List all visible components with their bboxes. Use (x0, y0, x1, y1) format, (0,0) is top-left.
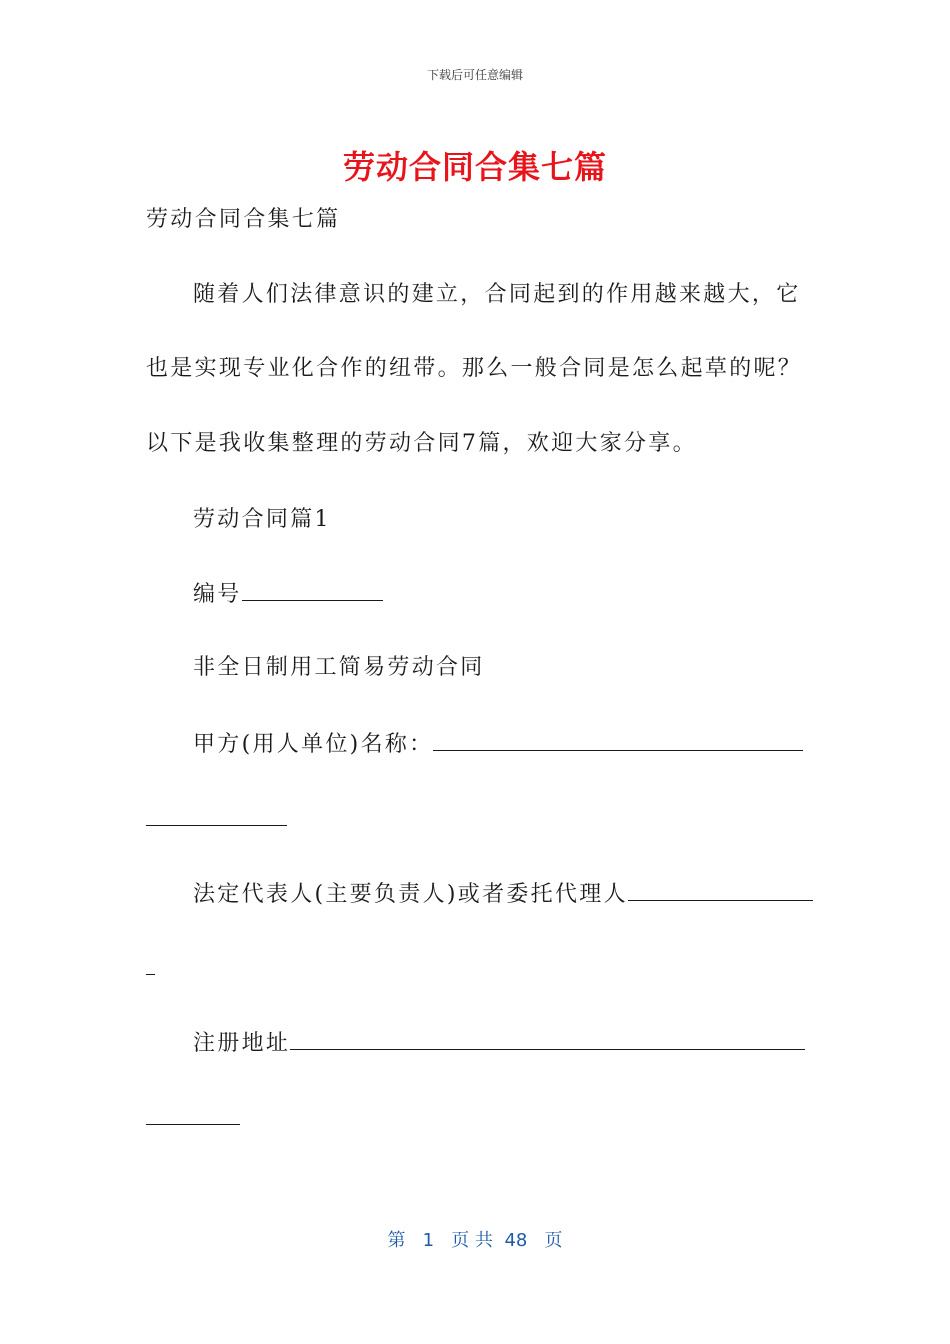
page-header-note: 下载后可任意编辑 (426, 68, 523, 82)
subtitle: 劳动合同合集七篇 (146, 207, 341, 232)
number-field-row (193, 578, 383, 610)
intro-paragraph-line-3: 以下是我收集整理的劳动合同7篇，欢迎大家分享。 (146, 431, 697, 456)
footer-page-mid: 页 共 (451, 1230, 493, 1251)
address-blank-line (290, 1027, 805, 1050)
representative-blank-line-2 (146, 952, 155, 975)
section-heading-1: 劳动合同篇1 (193, 507, 331, 532)
intro-paragraph-line-2: 也是实现专业化合作的纽带。那么一般合同是怎么起草的呢？ (146, 356, 803, 381)
address-blank-line-2 (146, 1102, 240, 1125)
representative-field-row (193, 878, 813, 910)
party-a-blank-line (433, 728, 803, 751)
intro-paragraph-line-1: 随着人们法律意识的建立，合同起到的作用越来越大，它 (193, 282, 801, 307)
address-blank-continuation (146, 1102, 240, 1134)
page-footer (0, 1226, 950, 1252)
footer-page-number: 1 (422, 1230, 435, 1251)
number-blank-line (242, 578, 383, 601)
footer-page-suffix: 页 (544, 1230, 563, 1251)
representative-label: 法定代表人(主要负责人)或者委托代理人 (193, 882, 628, 907)
footer-total-pages: 48 (504, 1230, 528, 1251)
contract-name: 非全日制用工简易劳动合同 (193, 655, 485, 680)
representative-blank-line (628, 878, 813, 901)
party-a-blank-line-2 (146, 803, 287, 826)
party-a-blank-continuation (146, 803, 287, 835)
footer-page-prefix: 第 (387, 1230, 406, 1251)
number-label: 编号 (193, 582, 242, 607)
address-field-row (193, 1027, 805, 1059)
party-a-label: 甲方(用人单位)名称： (193, 732, 434, 757)
address-label: 注册地址 (193, 1031, 291, 1056)
party-a-field-row (193, 728, 803, 760)
document-title: 劳动合同合集七篇 (342, 148, 607, 186)
representative-blank-continuation (146, 952, 155, 984)
